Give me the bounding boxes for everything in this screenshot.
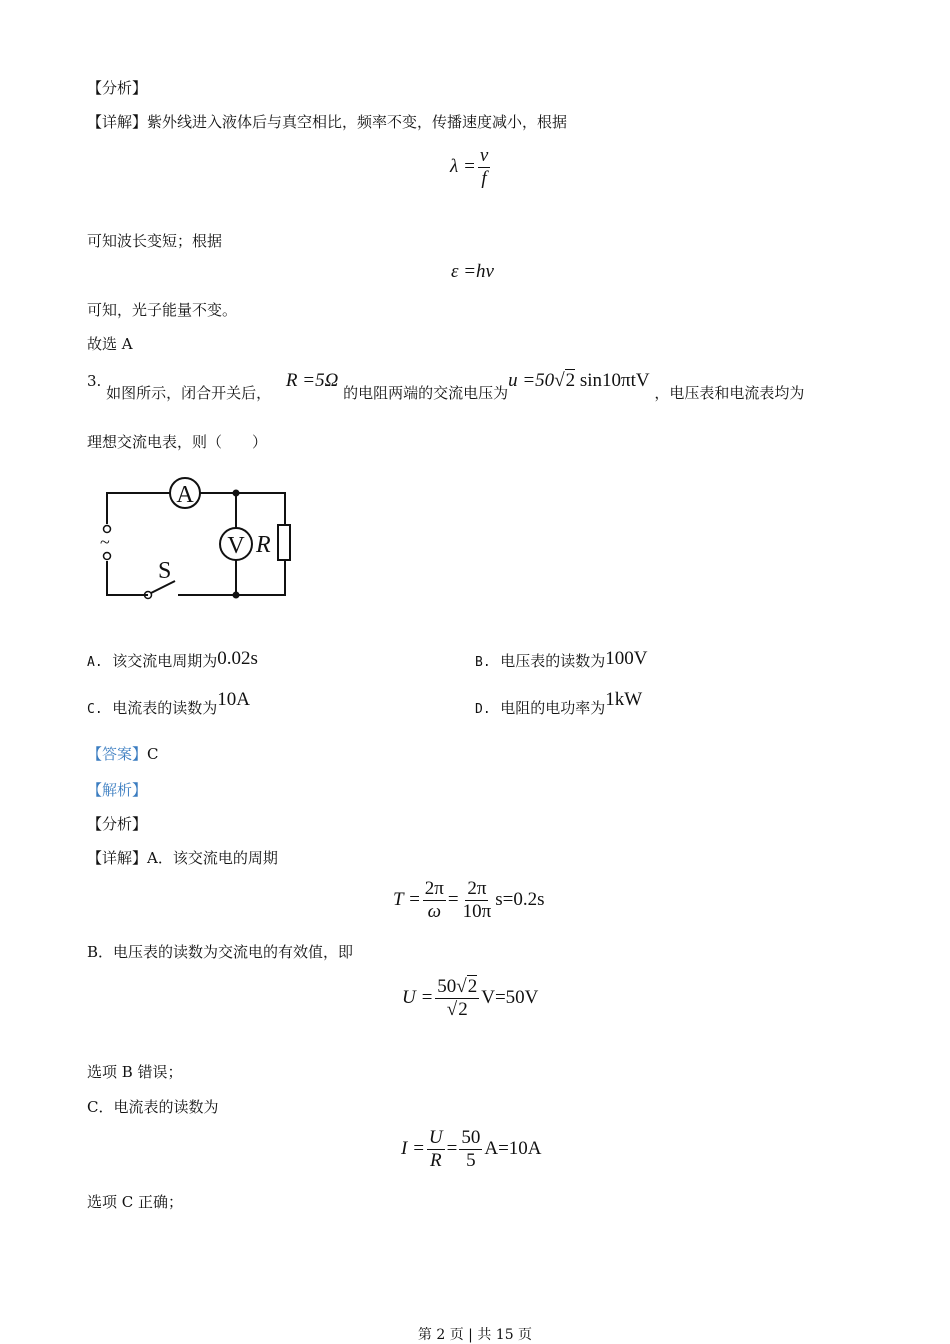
formula-num: v: [479, 145, 489, 166]
option-letter: D.: [475, 702, 491, 717]
junction-bottom: [233, 592, 240, 599]
option-letter: B.: [475, 655, 491, 670]
formula-lhs: λ =: [450, 155, 476, 177]
formula-num: U: [428, 1127, 443, 1148]
formula-num: 2π: [467, 878, 487, 899]
terminal-bottom: [104, 553, 111, 560]
voltage-expr-a: u =50: [508, 370, 555, 391]
answer-label: 【答案】: [87, 745, 148, 763]
option-a[interactable]: [87, 650, 258, 672]
option-text: 该交流电周期为: [112, 652, 218, 670]
option-text: 电压表的读数为: [500, 652, 606, 670]
text-wavelength-shorter: 可知波长变短；根据: [87, 232, 223, 250]
analysis-label: 【分析】: [87, 79, 148, 97]
resistor-label: R: [256, 532, 271, 558]
voltmeter-label: V: [227, 533, 245, 559]
option-c-result: 选项 C 正确；: [87, 1193, 184, 1211]
formula-tail: V=50V: [481, 986, 539, 1008]
analysis-label-2: 【分析】: [87, 815, 148, 833]
formula-lhs: T =: [393, 888, 421, 910]
voltage-expr-b: sin10πtV: [579, 370, 650, 391]
option-text: 电阻的电功率为: [500, 699, 606, 717]
formula-den-sqrt: 2: [458, 999, 468, 1020]
formula-num: 50: [437, 976, 457, 997]
voltage-expr: u =50√2 sin10πtV: [508, 370, 650, 391]
formula-current: [401, 1127, 542, 1172]
option-letter: C.: [87, 702, 103, 717]
option-b-result: 选项 B 错误；: [87, 1063, 183, 1081]
solution-label: 【解析】: [87, 781, 148, 799]
question-text-d: 理想交流电表，则（ ）: [87, 433, 268, 451]
formula-num: 50: [461, 1127, 481, 1148]
formula-den: f: [481, 168, 487, 189]
circuit-diagram: [0, 0, 950, 620]
prev-choice: 故选 A: [87, 335, 133, 353]
resistance-expr: R =5Ω: [285, 370, 339, 391]
option-text: 电流表的读数为: [112, 699, 218, 717]
page-footer: 第 2 页 | 共 15 页: [417, 1327, 533, 1343]
answer-line: [87, 743, 159, 764]
detail-paragraph-2: [87, 847, 278, 868]
text-energy-unchanged: 可知，光子能量不变。: [87, 301, 238, 319]
option-value: 100V: [605, 648, 648, 669]
junction-top: [233, 490, 240, 497]
question-text-b: 的电阻两端的交流电压为: [343, 384, 509, 402]
formula-eq: =: [447, 888, 459, 910]
question-number: 3.: [87, 372, 102, 390]
formula-den: R: [429, 1150, 442, 1171]
option-c[interactable]: [87, 689, 250, 719]
option-value: 0.02s: [217, 648, 258, 669]
ammeter-label: A: [176, 482, 194, 508]
formula-tail: s=0.2s: [495, 888, 545, 910]
formula-energy: ε =hν: [451, 261, 494, 282]
option-value: 10A: [217, 689, 250, 710]
detail-text: A．该交流电的周期: [147, 849, 278, 867]
answer-value: C: [147, 745, 159, 763]
formula-den: ω: [427, 901, 442, 922]
option-b[interactable]: [475, 650, 647, 672]
question-text-a: 如图所示，闭合开关后，: [106, 384, 272, 402]
detail-label: 【详解】: [87, 849, 148, 867]
switch-label: S: [158, 558, 172, 584]
option-letter: A.: [87, 655, 103, 670]
formula-lhs: U =: [402, 986, 434, 1008]
option-c-explanation: C．电流表的读数为: [87, 1098, 219, 1116]
resistor-icon: [278, 525, 290, 560]
formula-eq: =: [446, 1137, 458, 1159]
formula-lhs: I =: [401, 1137, 425, 1159]
detail-label: 【详解】: [87, 113, 148, 131]
voltage-expr-sqrt: 2: [565, 370, 576, 391]
option-d[interactable]: [475, 689, 643, 719]
formula-period: [393, 878, 544, 923]
formula-den: 5: [466, 1150, 476, 1171]
option-b-explanation: B．电压表的读数为交流电的有效值，即: [87, 943, 354, 961]
ac-source-icon: ~: [100, 532, 110, 552]
option-value: 1kW: [605, 689, 643, 710]
formula-num: 2π: [424, 878, 444, 899]
question-text-c: ，电压表和电流表均为: [654, 384, 805, 402]
formula-tail: A=10A: [484, 1137, 542, 1159]
detail-text: 紫外线进入液体后与真空相比，频率不变，传播速度减小，根据: [147, 113, 568, 131]
formula-voltage: U = $\frac{50√2}{√2}$ V=50V: [402, 976, 539, 1020]
formula-num-sqrt: 2: [467, 976, 478, 997]
formula-den: 10π: [462, 901, 492, 922]
